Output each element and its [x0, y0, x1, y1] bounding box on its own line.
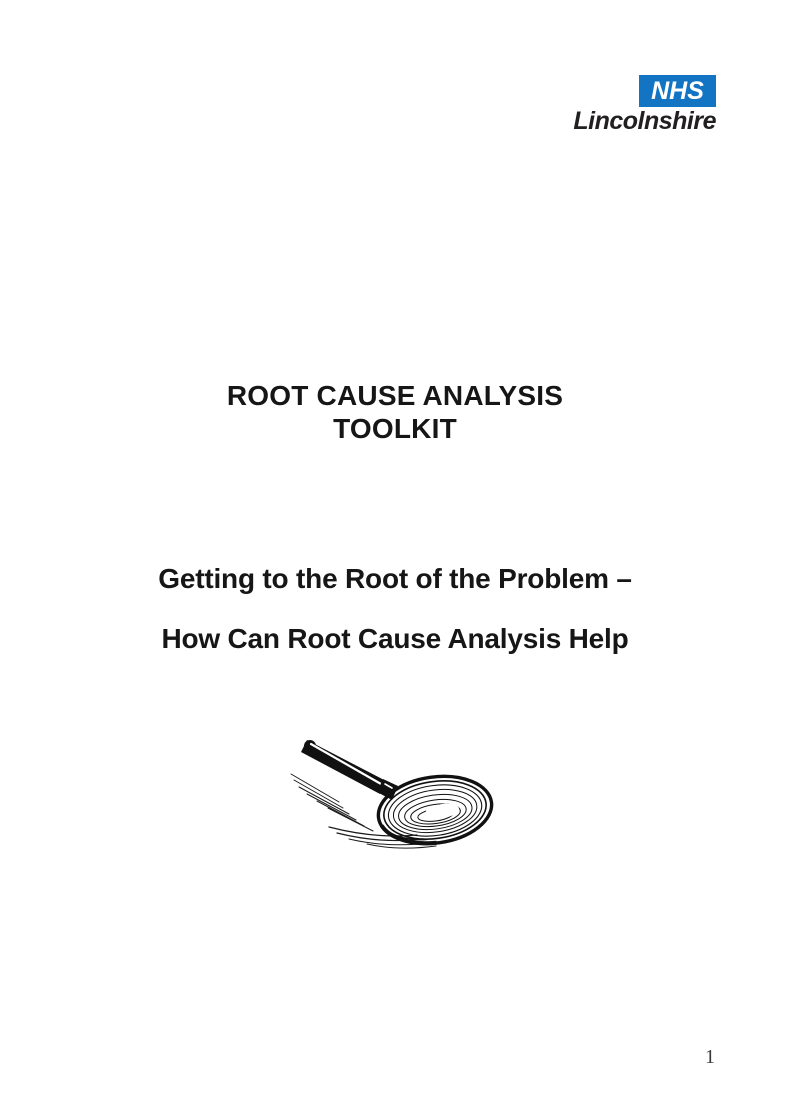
- nhs-logo-box: [639, 75, 716, 107]
- document-title-line2: TOOLKIT: [333, 413, 457, 444]
- document-subtitle-line1: Getting to the Root of the Problem –: [158, 563, 632, 594]
- document-title: [0, 379, 790, 445]
- magnifying-glass-icon: [283, 730, 495, 850]
- document-subtitle-line2: How Can Root Cause Analysis Help: [161, 623, 629, 654]
- organisation-name: Lincolnshire: [573, 107, 716, 135]
- nhs-lincolnshire-logo: [573, 75, 716, 134]
- document-title-line1: ROOT CAUSE ANALYSIS: [226, 380, 564, 411]
- nhs-logo-text: NHS: [651, 76, 704, 105]
- page-number: 1: [705, 1046, 715, 1068]
